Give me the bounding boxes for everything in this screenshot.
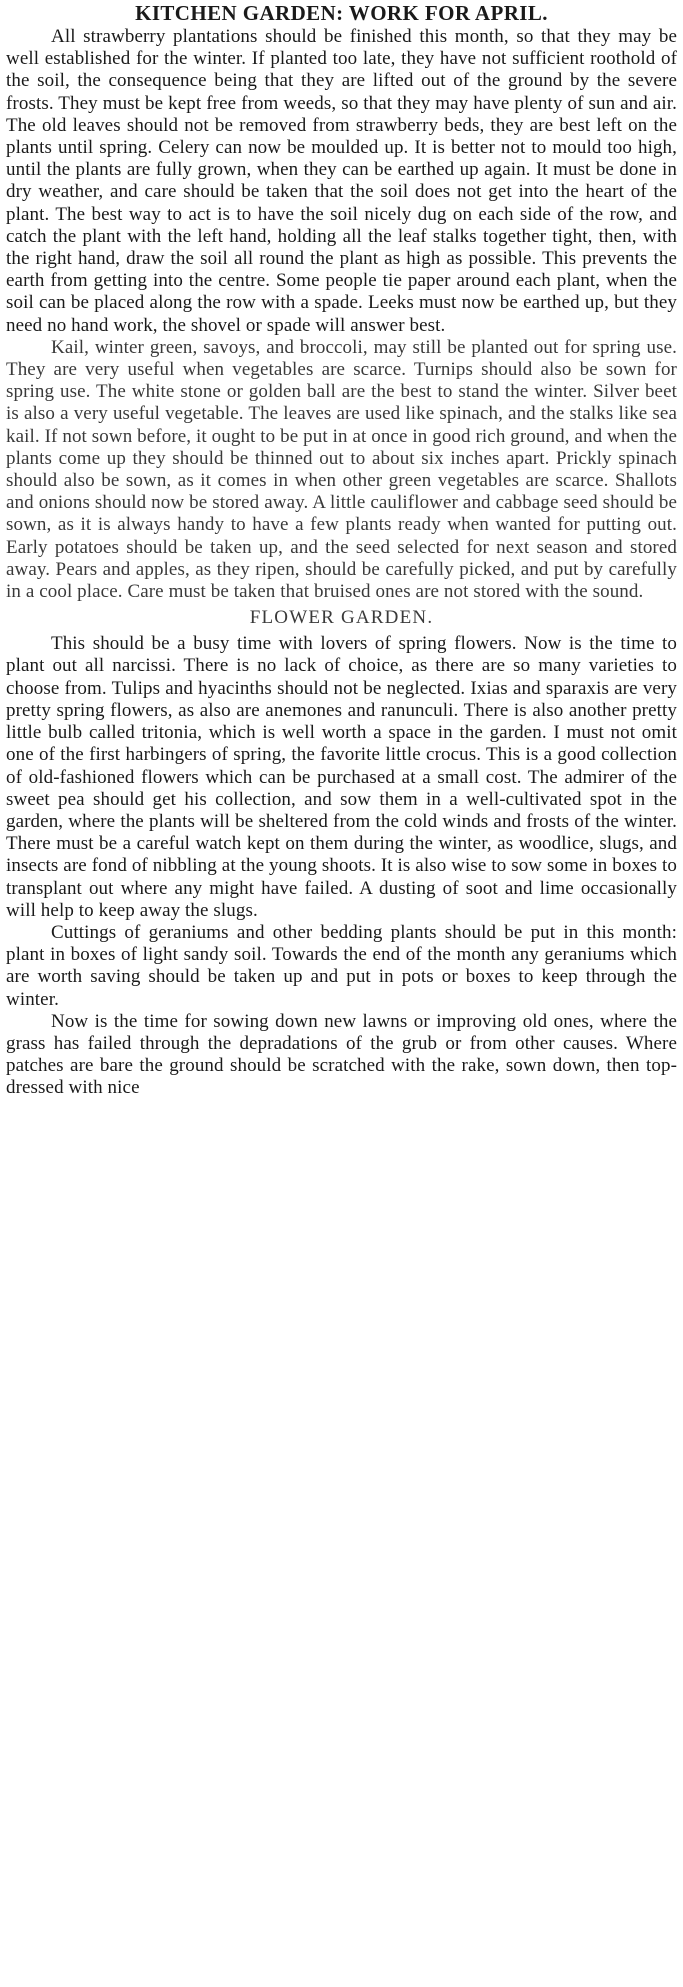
- flower-garden-heading: FLOWER GARDEN.: [249, 607, 434, 629]
- flower-paragraph-2: Cuttings of geraniums and other bedding plants should be put in this month: plant in boxes of light sandy soil. Towards the end of the month any geraniums which are worth saving should be taken up and put in pots or boxes to keep through the winter.: [6, 921, 677, 1010]
- flower-paragraph-3: Now is the time for sowing down new lawns or improving old ones, where the grass has failed through the depradations of the grub or from other causes. Where patches are bare the ground should be scratched with the rake, sown down, then top-dressed with nice: [6, 1010, 677, 1099]
- kitchen-garden-heading: KITCHEN GARDEN: WORK FOR APRIL.: [135, 1, 548, 25]
- kitchen-paragraph-1: All strawberry plantations should be finished this month, so that they may be well established for the winter. If planted too late, they have not sufficient roothold of the soil, the consequence being that they are lifted out of the ground by the severe frosts. They must be kept free from weeds, so that they may have plenty of sun and air. The old leaves should not be removed from strawberry beds, they are best left on the plants until spring. Celery can now be moulded up. It is better not to mould too high, until the plants are fully grown, when they can be earthed up again. It must be done in dry weather, and care should be taken that the soil does not get into the heart of the plant. The best way to act is to have the soil nicely dug on each side of the row, and catch the plant with the left hand, holding all the leaf stalks together tight, then, with the right hand, draw the soil all round the plant as high as possible. This prevents the earth from getting into the centre. Some people tie paper around each plant, when the soil can be placed along the row with a spade. Leeks must now be earthed up, but they need no hand work, the shovel or spade will answer best.: [6, 26, 677, 336]
- kitchen-paragraph-2: Kail, winter green, savoys, and broccoli, may still be planted out for spring use. They are very useful when vegetables are scarce. Turnips should also be sown for spring use. The white stone or golden ball are the best to stand the winter. Silver beet is also a very useful vegetable. The leaves are used like spinach, and the stalks like sea kail. If not sown before, it ought to be put in at once in good rich ground, and when the plants come up they should be thinned out to about six inches apart. Prickly spinach should also be sown, as it comes in when other green vegetables are scarce. Shallots and onions should now be stored away. A little cauliflower and cabbage seed should be sown, as it is always handy to have a few plants ready when wanted for putting out. Early potatoes should be taken up, and the seed selected for next season and stored away. Pears and apples, as they ripen, should be carefully picked, and put by carefully in a cool place. Care must be taken that bruised ones are not stored with the sound.: [6, 336, 677, 603]
- flower-paragraph-1: This should be a busy time with lovers of spring flowers. Now is the time to plant out all narcissi. There is no lack of choice, as there are so many varieties to choose from. Tulips and hyacinths should not be neglected. Ixias and sparaxis are very pretty spring flowers, as also are anemones and ranunculi. There is also another pretty little bulb called tritonia, which is well worth a space in the garden. I must not omit one of the first harbingers of spring, the favorite little crocus. This is a good collection of old-fashioned flowers which can be purchased at a small cost. The admirer of the sweet pea should get his collection, and sow them in a well-cultivated spot in the garden, where the plants will be sheltered from the cold winds and frosts of the winter. There must be a careful watch kept on them during the winter, as woodlice, slugs, and insects are fond of nibbling at the young shoots. It is also wise to sow some in boxes to transplant out where any might have failed. A dusting of soot and lime occasionally will help to keep away the slugs.: [6, 633, 677, 921]
